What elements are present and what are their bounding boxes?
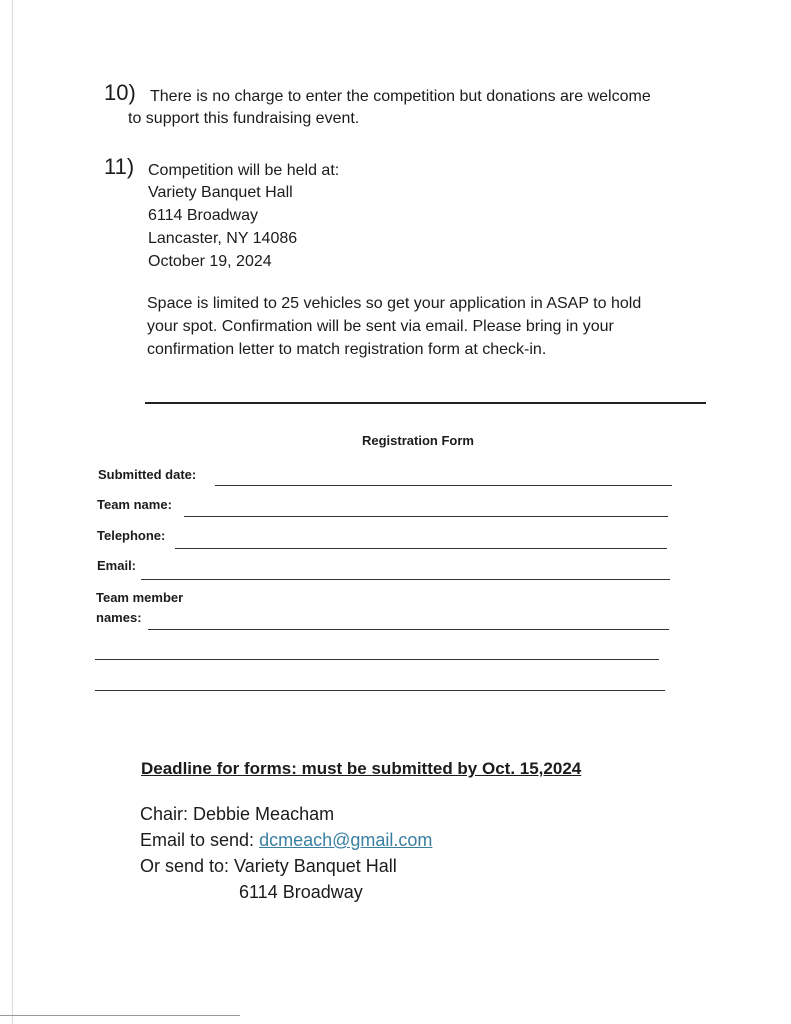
- chair-line: Chair: Debbie Meacham: [140, 804, 335, 824]
- email-field[interactable]: [141, 579, 670, 580]
- email-line: [140, 830, 432, 851]
- telephone-field[interactable]: [175, 548, 667, 549]
- team-member-field[interactable]: [148, 629, 669, 630]
- item-11-note-line: confirmation letter to match registration form at check-in.: [147, 341, 547, 358]
- section-divider: [145, 402, 706, 404]
- email-link[interactable]: dcmeach@gmail.com: [259, 830, 433, 850]
- item-11-line: Lancaster, NY 14086: [148, 230, 298, 247]
- item-11-line: Variety Banquet Hall: [148, 184, 293, 201]
- item-11-number: 11): [104, 154, 135, 179]
- item-11-line: Competition will be held at:: [148, 162, 340, 179]
- item-11-note-line: Space is limited to 25 vehicles so get your application in ASAP to hold: [147, 295, 642, 312]
- scan-left-edge: [12, 0, 13, 1024]
- item-11-note-line: your spot. Confirmation will be sent via email. Please bring in your: [147, 318, 614, 335]
- scan-bottom-edge: [0, 1015, 240, 1016]
- telephone-label: Telephone:: [97, 528, 166, 543]
- send-to-line: Or send to: Variety Banquet Hall: [140, 856, 397, 876]
- deadline-notice: Deadline for forms: must be submitted by Oct. 15,2024: [141, 759, 582, 778]
- item-11-line: 6114 Broadway: [148, 207, 258, 224]
- item-11-line: October 19, 2024: [148, 253, 272, 270]
- submitted-date-label: Submitted date:: [98, 467, 197, 482]
- form-title: Registration Form: [362, 433, 474, 448]
- team-name-field[interactable]: [184, 516, 668, 517]
- item-10-number: 10): [104, 80, 136, 105]
- item-10-line-1: There is no charge to enter the competition but donations are welcome: [150, 88, 651, 105]
- team-member-label-names: names:: [96, 610, 142, 625]
- item-10-line-2: to support this fundraising event.: [128, 110, 360, 127]
- team-member-field-extra[interactable]: [95, 659, 659, 660]
- team-name-label: Team name:: [97, 497, 172, 512]
- email-prefix: Email to send:: [140, 830, 260, 850]
- team-member-label: Team member: [96, 590, 184, 605]
- team-member-field-extra[interactable]: [95, 690, 665, 691]
- submitted-date-field[interactable]: [215, 485, 672, 486]
- email-label: Email:: [97, 558, 137, 573]
- address-line: 6114 Broadway: [239, 882, 363, 902]
